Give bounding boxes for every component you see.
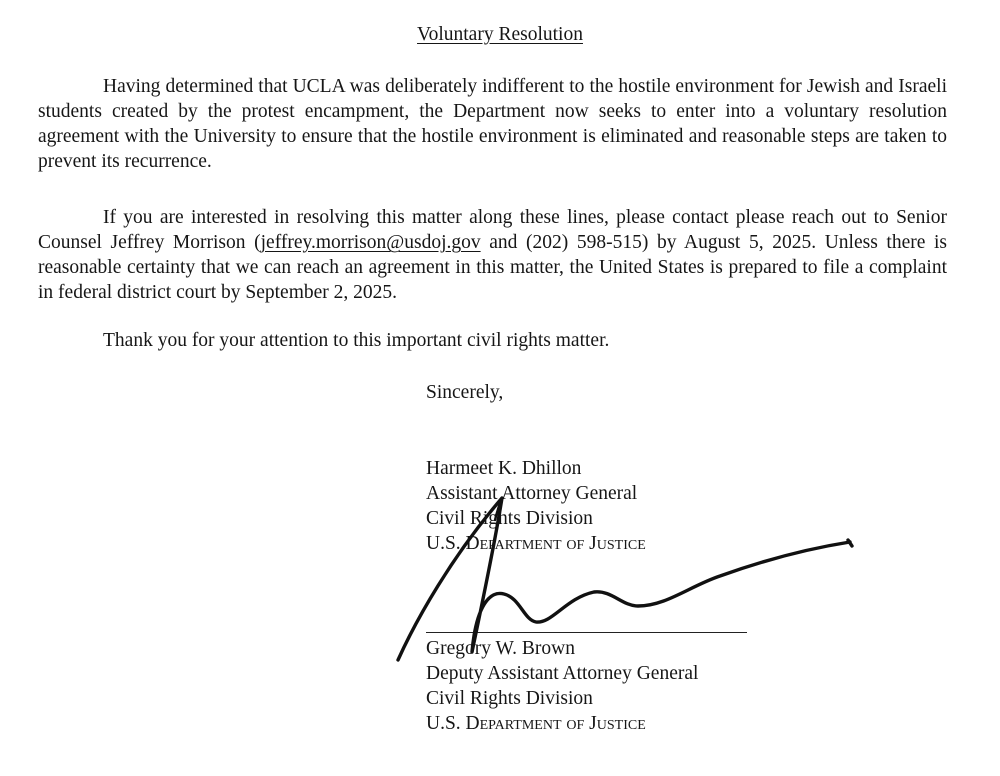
paragraph-contact-text-before: If you are interested in resolving this matter along these lines, please contact please reach out to Senior Counsel Jeffrey Morrison ( [38, 207, 947, 253]
closing-text: Sincerely, [426, 382, 504, 403]
paragraph-determination [38, 74, 947, 174]
paragraph-contact [38, 205, 947, 305]
signatory-1-name: Harmeet K. Dhillon [426, 458, 582, 479]
signatory-2-department: U.S. Department of Justice [426, 713, 646, 734]
signatory-2-title: Deputy Assistant Attorney General [426, 663, 699, 684]
paragraph-contact-text-after: and (202) 598-515) by August 5, 2025. Unless there is reasonable certainty that we can reach an agreement in this matter, the United States is prepared to file a complaint in federal district court by September 2, 2025. [38, 232, 948, 303]
signatory-1-division: Civil Rights Division [426, 508, 593, 529]
signatory-block-1 [426, 456, 646, 556]
section-heading [0, 24, 1000, 46]
email-link[interactable]: jeffrey.morrison@usdoj.gov [260, 232, 481, 253]
signatory-2-division: Civil Rights Division [426, 688, 593, 709]
paragraph-thanks-text: Thank you for your attention to this important civil rights matter. [103, 330, 610, 351]
signatory-1-department: U.S. Department of Justice [426, 533, 646, 554]
signatory-1-title: Assistant Attorney General [426, 483, 638, 504]
signatory-block-2 [426, 636, 698, 736]
heading-text: Voluntary Resolution [417, 24, 583, 45]
signature-line [426, 632, 747, 633]
closing [426, 380, 503, 405]
paragraph-thanks [38, 328, 947, 353]
paragraph-determination-text: Having determined that UCLA was deliberately indifferent to the hostile environment for Jewish and Israeli students created by the protest encampment, the Department now seeks to enter into a voluntary resolution agreement with the University to ensure that the hostile environment is eliminated and reasonable steps are taken to prevent its recurrence. [38, 76, 947, 172]
signatory-2-name: Gregory W. Brown [426, 638, 575, 659]
